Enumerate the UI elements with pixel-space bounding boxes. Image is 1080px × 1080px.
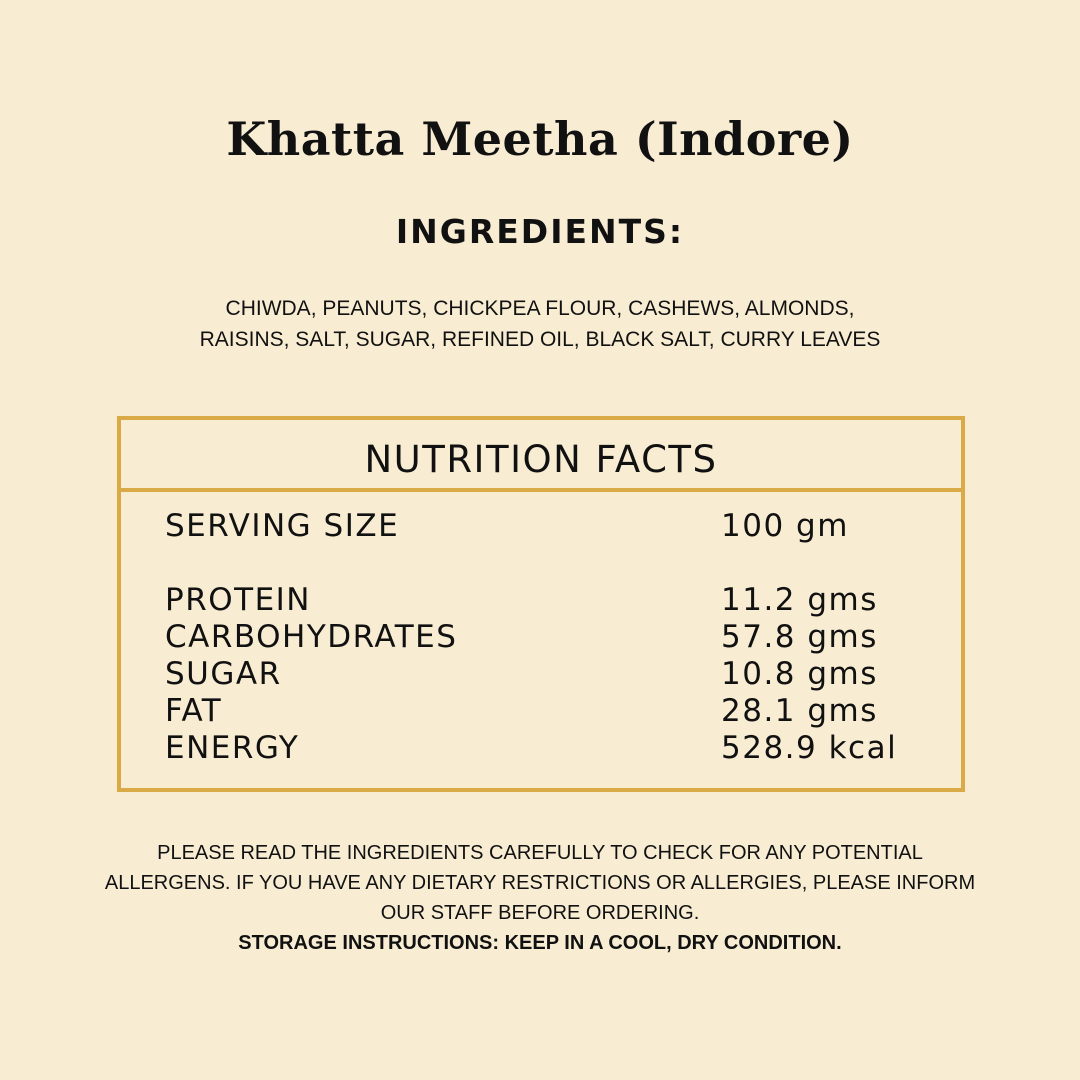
nutrient-row [165, 619, 925, 656]
nutrient-label: PROTEIN [165, 582, 311, 618]
nutrient-row [165, 693, 925, 730]
serving-size-value: 100 gm [721, 508, 849, 544]
nutrient-value: 10.8 gms [721, 656, 878, 692]
nutrition-facts-heading: NUTRITION FACTS [121, 420, 961, 492]
ingredients-heading: INGREDIENTS: [395, 212, 685, 251]
nutrient-row [165, 656, 925, 693]
nutrient-label: CARBOHYDRATES [165, 619, 458, 655]
nutrient-row [165, 582, 925, 619]
storage-instructions: STORAGE INSTRUCTIONS: KEEP IN A COOL, DRY CONDITION. [238, 932, 842, 954]
nutrient-value: 11.2 gms [721, 582, 878, 618]
nutrient-value: 528.9 kcal [721, 730, 898, 766]
disclaimer-line: PLEASE READ THE INGREDIENTS CAREFULLY TO CHECK FOR ANY POTENTIAL [157, 842, 923, 864]
ingredients-line: CHIWDA, PEANUTS, CHICKPEA FLOUR, CASHEWS, ALMONDS, [225, 297, 855, 320]
nutrient-value: 57.8 gms [721, 619, 878, 655]
serving-size-label: SERVING SIZE [165, 508, 400, 544]
ingredients-line: RAISINS, SALT, SUGAR, REFINED OIL, BLACK SALT, CURRY LEAVES [199, 328, 881, 351]
page-title: Khatta Meetha (Indore) [226, 112, 854, 166]
nutrient-label: SUGAR [165, 656, 282, 692]
disclaimer-line: OUR STAFF BEFORE ORDERING. [380, 902, 700, 924]
nutrient-label: FAT [165, 693, 223, 729]
serving-size-row [165, 508, 925, 545]
nutrient-value: 28.1 gms [721, 693, 878, 729]
nutrition-facts-panel [117, 416, 965, 792]
disclaimer-line: ALLERGENS. IF YOU HAVE ANY DIETARY RESTRICTIONS OR ALLERGIES, PLEASE INFORM [104, 872, 976, 894]
ingredients-list [140, 293, 940, 355]
nutrient-row [165, 730, 925, 767]
allergen-disclaimer [100, 838, 980, 928]
nutrient-label: ENERGY [165, 730, 300, 766]
